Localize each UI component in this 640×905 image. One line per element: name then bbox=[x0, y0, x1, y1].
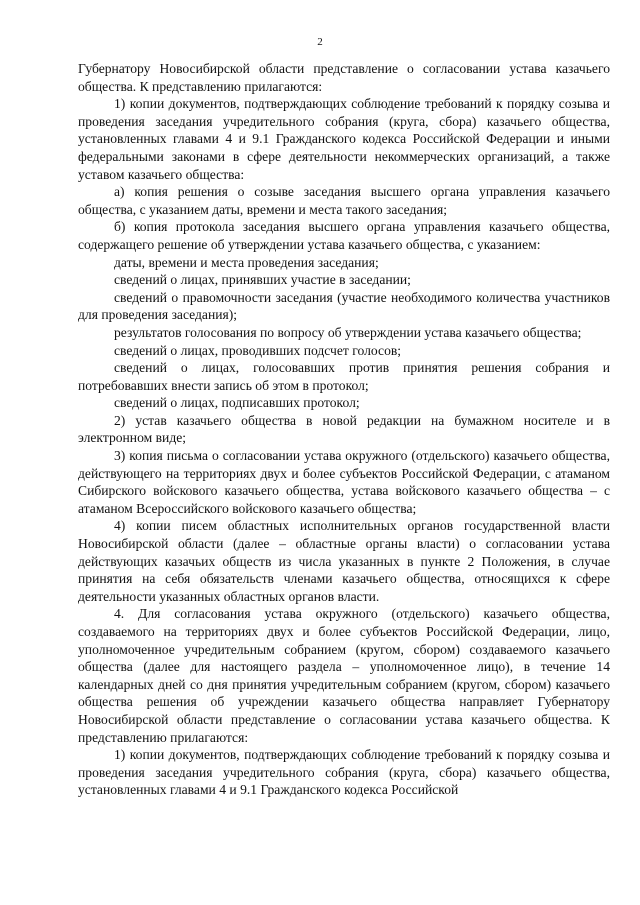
paragraph: даты, времени и места проведения заседания; bbox=[114, 254, 379, 270]
document-body bbox=[78, 60, 610, 799]
paragraph: сведений о лицах, принявших участие в заседании; bbox=[114, 272, 411, 288]
paragraph: 4) копии писем областных исполнительных органов государственной власти Новосибирской области (далее – областные органы власти) о согласовании устава действующих казачьих обществ из числа указанных в пункте 2 Положения, в случае принятия на себя обязательств членами казачьего общества, относящихся к сфере деятельности указанных областных органов власти. bbox=[78, 518, 610, 604]
paragraph: сведений о правомочности заседания (участие необходимого количества участников для проведения заседания); bbox=[78, 289, 610, 323]
paragraph: 1) копии документов, подтверждающих соблюдение требований к порядку созыва и проведения заседания учредительного собрания (круга, сбора) казачьего общества, установленных главами 4 и 9.1 Гражданского кодекса Российской Федерации и иными федеральными законами в сфере деятельности некоммерческих организаций, а также уставом казачьего общества: bbox=[78, 96, 610, 182]
paragraph: 1) копии документов, подтверждающих соблюдение требований к порядку созыва и проведения заседания учредительного собрания (круга, сбора) казачьего общества, установленных главами 4 и 9.1 Гражданского кодекса Российской bbox=[78, 747, 610, 798]
paragraph: результатов голосования по вопросу об утверждении устава казачьего общества; bbox=[114, 324, 582, 340]
paragraph: сведений о лицах, голосовавших против принятия решения собрания и потребовавших внести запись об этом в протокол; bbox=[78, 360, 610, 393]
paragraph: 3) копия письма о согласовании устава окружного (отдельского) казачьего общества, действующего на территориях двух и более субъектов Российской Федерации, с атаманом Сибирского войскового казачьего общества, устава войскового казачьего общества – с атаманом Всероссийского войскового казачьего общества; bbox=[78, 448, 610, 516]
paragraph: Губернатору Новосибирской области представление о согласовании устава казачьего общества. К представлению прилагаются: bbox=[78, 61, 610, 94]
paragraph: а) копия решения о созыве заседания высшего органа управления казачьего общества, с указанием даты, времени и места такого заседания; bbox=[78, 184, 610, 217]
paragraph: 2) устав казачьего общества в новой редакции на бумажном носителе и в электронном виде; bbox=[78, 412, 610, 446]
paragraph: сведений о лицах, проводивших подсчет голосов; bbox=[114, 342, 402, 358]
paragraph: б) копия протокола заседания высшего органа управления казачьего общества, содержащего решение об утверждении устава казачьего общества, с указанием: bbox=[78, 219, 610, 252]
paragraph: 4. Для согласования устава окружного (отдельского) казачьего общества, создаваемого на территориях двух и более субъектов Российской Федерации, лицо, уполномоченное учредительным собранием (кругом, сбором) создаваемого казачьего общества (далее для настоящего раздела – уполномоченное лицо), в течение 14 календарных дней со дня принятия учредительным собранием (кругом, сбором) казачьего общества решения об учреждении казачьего общества направляет Губернатору Новосибирской области представление о согласовании устава казачьего общества. К представлению прилагаются: bbox=[78, 606, 610, 745]
page-number: 2 bbox=[317, 36, 323, 48]
paragraph: сведений о лицах, подписавших протокол; bbox=[114, 395, 360, 411]
